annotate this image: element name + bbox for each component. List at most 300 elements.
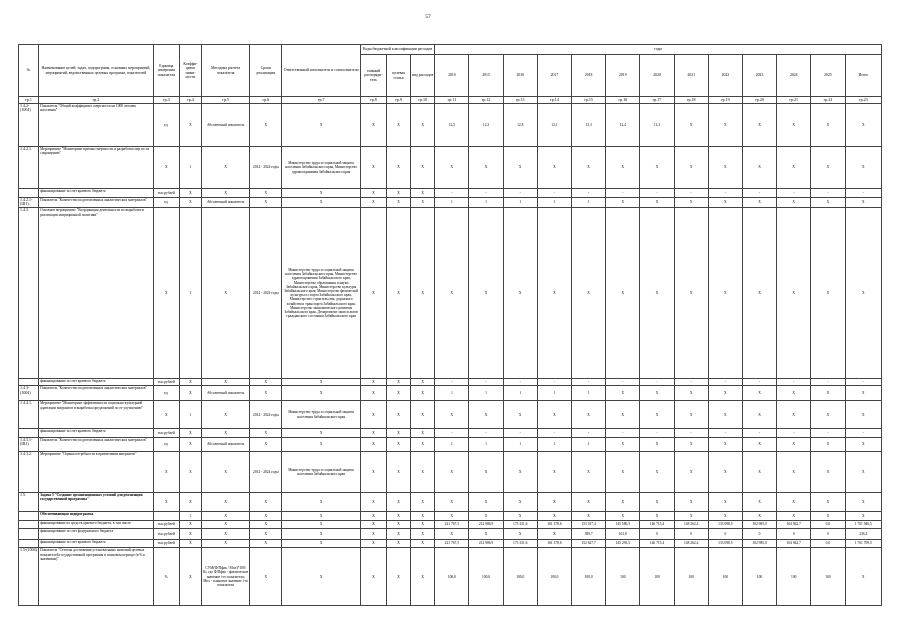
- column-number: гр.5: [201, 97, 249, 104]
- column-number: гр.6: [250, 97, 282, 104]
- table-cell: 173 331,6: [503, 539, 537, 548]
- table-cell: Х: [469, 146, 503, 189]
- header-razdel: главный распоряди-тель: [360, 55, 386, 97]
- row-name-cell: финансирование за счет краевого бюджета: [39, 539, 154, 548]
- table-cell: Х: [386, 208, 410, 379]
- table-cell: Х: [282, 378, 360, 385]
- table-cell: Х: [811, 512, 845, 521]
- table-cell: Х: [606, 386, 640, 401]
- header-period: Сроки реализации: [250, 45, 282, 97]
- row-number-cell: [19, 189, 39, 198]
- table-cell: 2014 - 2024 годы: [250, 146, 282, 189]
- table-cell: -: [435, 378, 469, 385]
- table-cell: 146 715,4: [640, 539, 674, 548]
- table-cell: 161 378,6: [537, 520, 571, 529]
- table-cell: Х: [845, 197, 881, 208]
- table-cell: Х: [201, 529, 249, 540]
- table-cell: Х: [411, 452, 435, 493]
- header-year: 2023: [742, 55, 776, 97]
- row-number-cell: 1.4.2.1-(Ш1): [19, 197, 39, 208]
- table-cell: Х: [845, 437, 881, 452]
- table-row: [19, 429, 882, 438]
- table-cell: Х: [250, 437, 282, 452]
- table-cell: Х: [360, 548, 386, 606]
- table-cell: 133 098,5: [708, 539, 742, 548]
- table-cell: тыс.рублей: [153, 378, 179, 385]
- table-cell: тыс.рублей: [153, 189, 179, 198]
- column-number: гр.10: [411, 97, 435, 104]
- table-cell: -: [640, 429, 674, 438]
- table-cell: Х: [503, 492, 537, 511]
- table-cell: 100: [640, 548, 674, 606]
- table-cell: Х: [777, 386, 811, 401]
- header-year: 2016: [503, 55, 537, 97]
- table-cell: 1: [179, 208, 201, 379]
- table-cell: Х: [411, 189, 435, 198]
- table-cell: Х: [201, 208, 249, 379]
- table-cell: Х: [386, 529, 410, 540]
- table-cell: Абсолютный показатель: [201, 197, 249, 208]
- table-cell: Х: [386, 189, 410, 198]
- table-cell: Х: [845, 208, 881, 379]
- table-cell: 100,0: [469, 548, 503, 606]
- table-cell: Х: [606, 437, 640, 452]
- table-cell: 221 767,5: [435, 520, 469, 529]
- table-cell: Х: [360, 452, 386, 493]
- row-number-cell: 1.4.2.1.: [19, 146, 39, 189]
- row-number-cell: 1.4.2-(1004): [19, 104, 39, 147]
- table-cell: Х: [201, 378, 249, 385]
- table-cell: Х: [282, 197, 360, 208]
- table-cell: -: [435, 189, 469, 198]
- table-cell: -: [777, 189, 811, 198]
- table-cell: Министерство труда и социальной защиты населения Забайкальского края: [282, 401, 360, 429]
- table-cell: Х: [708, 197, 742, 208]
- table-cell: Х: [386, 429, 410, 438]
- column-number: гр.15: [572, 97, 606, 104]
- table-cell: 212 986,9: [469, 520, 503, 529]
- table-cell: Х: [179, 529, 201, 540]
- header-year: 2022: [708, 55, 742, 97]
- table-cell: 148 262,4: [674, 539, 708, 548]
- table-cell: Х: [606, 401, 640, 429]
- table-cell: Х: [435, 452, 469, 493]
- table-cell: Х: [435, 492, 469, 511]
- table-cell: 100,0: [503, 548, 537, 606]
- column-number: гр.12: [469, 97, 503, 104]
- row-name-cell: Обеспечивающая подпрограмма: [39, 512, 154, 521]
- table-row: [19, 189, 882, 198]
- table-cell: Х: [572, 401, 606, 429]
- row-number-cell: 1.4.4.1.: [19, 401, 39, 429]
- table-cell: Х: [179, 189, 201, 198]
- table-cell: 0: [674, 529, 708, 540]
- table-cell: Х: [537, 146, 571, 189]
- table-cell: Х: [250, 429, 282, 438]
- table-cell: 100: [742, 548, 776, 606]
- table-cell: Х: [411, 492, 435, 511]
- table-cell: 104 942,7: [777, 539, 811, 548]
- table-cell: ед.: [153, 386, 179, 401]
- table-cell: 152 627,7: [572, 539, 606, 548]
- table-cell: Х: [179, 520, 201, 529]
- row-number-cell: [19, 520, 39, 529]
- table-cell: -: [777, 429, 811, 438]
- table-cell: Х: [282, 437, 360, 452]
- table-cell: Х: [469, 529, 503, 540]
- row-number-cell: 1.5.: [19, 492, 39, 511]
- header-year: 2010: [435, 55, 469, 97]
- table-cell: 12,1: [537, 104, 571, 147]
- table-cell: Х: [708, 386, 742, 401]
- table-cell: Х: [411, 378, 435, 385]
- table-cell: 1: [435, 197, 469, 208]
- table-cell: Х: [777, 492, 811, 511]
- table-cell: 145 580,5: [606, 520, 640, 529]
- table-cell: Х: [708, 208, 742, 379]
- table-cell: Х: [640, 492, 674, 511]
- table-cell: Х: [742, 492, 776, 511]
- table-cell: Х: [411, 146, 435, 189]
- header-method: Методика расчета показателя: [201, 45, 249, 97]
- table-cell: 1: [469, 437, 503, 452]
- table-cell: Х: [811, 386, 845, 401]
- table-cell: Х: [742, 452, 776, 493]
- table-cell: 12,4: [606, 104, 640, 147]
- table-cell: Х: [201, 539, 249, 548]
- table-cell: Х: [386, 492, 410, 511]
- table-cell: Х: [179, 104, 201, 147]
- table-cell: Х: [360, 104, 386, 147]
- table-row: [19, 386, 882, 401]
- table-cell: 0: [708, 529, 742, 540]
- table-cell: Х: [153, 452, 179, 493]
- table-cell: Х: [708, 437, 742, 452]
- table-cell: 0,0: [811, 520, 845, 529]
- table-cell: 102 985,0: [742, 520, 776, 529]
- row-number-cell: 1.4.3-(1004): [19, 386, 39, 401]
- row-name-cell: Основное мероприятие "Координация деятельности по выработке и реализации миграционной политики": [39, 208, 154, 379]
- table-cell: -: [708, 189, 742, 198]
- table-cell: Х: [250, 386, 282, 401]
- row-number-cell: [19, 378, 39, 385]
- column-number: гр.14: [537, 97, 571, 104]
- table-cell: Х: [845, 452, 881, 493]
- table-cell: -: [674, 429, 708, 438]
- table-cell: -: [674, 189, 708, 198]
- table-cell: 104 942,7: [777, 520, 811, 529]
- table-cell: Х: [708, 104, 742, 147]
- table-cell: 146 715,4: [640, 520, 674, 529]
- table-cell: 145 293,5: [606, 539, 640, 548]
- table-cell: Х: [811, 437, 845, 452]
- row-name-cell: Задача 5 "Создание организационных условий для реализации государственной программы": [39, 492, 154, 511]
- table-cell: Х: [674, 197, 708, 208]
- table-cell: Х: [153, 401, 179, 429]
- table-cell: Х: [537, 529, 571, 540]
- table-cell: Х: [386, 452, 410, 493]
- table-cell: -: [537, 189, 571, 198]
- row-name-cell: Показатель "Количество подготовленных аналитических материалов": [39, 386, 154, 401]
- table-cell: -: [845, 189, 881, 198]
- header-kind: вид расходов: [411, 55, 435, 97]
- table-cell: -: [606, 429, 640, 438]
- table-cell: Х: [179, 378, 201, 385]
- table-cell: -: [572, 429, 606, 438]
- header-coefficient: Коэффи-циент значи-мости: [179, 45, 201, 97]
- table-cell: Х: [537, 208, 571, 379]
- table-cell: Х: [360, 492, 386, 511]
- table-cell: Х: [674, 512, 708, 521]
- table-cell: -: [640, 378, 674, 385]
- table-cell: -: [811, 189, 845, 198]
- table-cell: 1: [179, 401, 201, 429]
- row-number-cell: 1.4.3.1-(Ш1): [19, 437, 39, 452]
- table-cell: -: [845, 378, 881, 385]
- table-cell: 0: [777, 529, 811, 540]
- table-cell: 100: [811, 548, 845, 606]
- table-cell: Х: [640, 512, 674, 521]
- row-name-cell: Показатель "Общий коэффициент смертности на 1000 человек населения": [39, 104, 154, 147]
- table-cell: -: [606, 378, 640, 385]
- table-cell: Х: [250, 539, 282, 548]
- table-cell: Х: [179, 548, 201, 606]
- table-cell: Х: [282, 520, 360, 529]
- table-cell: Х: [708, 146, 742, 189]
- row-number-cell: [19, 429, 39, 438]
- column-number: гр.21: [777, 97, 811, 104]
- column-number: гр.9: [386, 97, 410, 104]
- table-cell: Х: [250, 520, 282, 529]
- table-cell: Х: [411, 512, 435, 521]
- table-cell: Х: [282, 104, 360, 147]
- table-cell: 1: [572, 386, 606, 401]
- table-cell: Х: [250, 189, 282, 198]
- table-cell: Х: [640, 401, 674, 429]
- table-cell: Х: [179, 492, 201, 511]
- table-cell: Х: [503, 401, 537, 429]
- table-cell: Х: [411, 429, 435, 438]
- table-cell: Х: [153, 208, 179, 379]
- header-name: Наименование целей, задач, подпрограмм, основных мероприятий, мероприятий, ведомственных целевых программ, показателей: [39, 45, 154, 97]
- table-cell: Х: [282, 548, 360, 606]
- page-number: 57: [425, 14, 431, 20]
- table-cell: Х: [411, 437, 435, 452]
- table-cell: Абсолютный показатель: [201, 386, 249, 401]
- table-cell: Х: [250, 492, 282, 511]
- row-number-cell: [19, 529, 39, 540]
- table-row: [19, 104, 882, 147]
- table-cell: Х: [606, 208, 640, 379]
- table-row: [19, 378, 882, 385]
- table-cell: Х: [674, 492, 708, 511]
- table-cell: 161,8: [606, 529, 640, 540]
- table-cell: Х: [811, 208, 845, 379]
- table-cell: Х: [179, 386, 201, 401]
- column-number: гр.23: [845, 97, 881, 104]
- table-cell: 133 098,5: [708, 520, 742, 529]
- table-cell: Х: [411, 197, 435, 208]
- table-cell: Х: [386, 512, 410, 521]
- table-cell: Х: [640, 197, 674, 208]
- table-cell: Х: [469, 208, 503, 379]
- table-cell: Х: [503, 208, 537, 379]
- table-cell: Х: [179, 539, 201, 548]
- table-cell: -: [640, 189, 674, 198]
- table-row: [19, 520, 882, 529]
- row-name-cell: финансирование за счет краевого бюджета: [39, 378, 154, 385]
- table-cell: Х: [360, 386, 386, 401]
- table-cell: Х: [435, 146, 469, 189]
- table-cell: Х: [845, 548, 881, 606]
- header-year: 2019: [606, 55, 640, 97]
- table-cell: 1: [435, 386, 469, 401]
- table-cell: Х: [469, 401, 503, 429]
- table-cell: Х: [606, 146, 640, 189]
- table-cell: -: [777, 378, 811, 385]
- table-cell: Х: [845, 512, 881, 521]
- table-cell: Х: [606, 197, 640, 208]
- column-number: гр.11: [435, 97, 469, 104]
- table-cell: Х: [360, 146, 386, 189]
- table-cell: Х: [811, 452, 845, 493]
- table-cell: Х: [742, 512, 776, 521]
- table-cell: Х: [708, 492, 742, 511]
- table-cell: 1: [469, 386, 503, 401]
- header-responsible: Ответственный исполнитель и соисполнители: [282, 45, 360, 97]
- header-year: 2018: [572, 55, 606, 97]
- table-cell: Х: [360, 529, 386, 540]
- table-cell: -: [742, 378, 776, 385]
- table-cell: Х: [411, 208, 435, 379]
- table-cell: 1: [503, 197, 537, 208]
- table-cell: 1 701 946,5: [845, 520, 881, 529]
- table-cell: Х: [811, 197, 845, 208]
- table-cell: Х: [360, 512, 386, 521]
- table-cell: Х: [777, 401, 811, 429]
- table-cell: Х: [282, 386, 360, 401]
- table-cell: Х: [179, 197, 201, 208]
- table-cell: 100: [777, 548, 811, 606]
- table-cell: 221 767,5: [435, 539, 469, 548]
- header-no: №: [19, 45, 39, 97]
- table-cell: 100,0: [537, 548, 571, 606]
- table-cell: 1: [537, 197, 571, 208]
- header-year: 2024: [777, 55, 811, 97]
- table-cell: Х: [503, 452, 537, 493]
- row-name-cell: Показатель "Степень достижения установленных значений целевых показателей государственной программы в плановом периоде (в % к значениям)": [39, 548, 154, 606]
- table-cell: Х: [674, 452, 708, 493]
- table-cell: [153, 512, 179, 521]
- table-cell: Х: [811, 401, 845, 429]
- table-cell: -: [845, 429, 881, 438]
- row-name-cell: Мероприятие "Оценка потребности в привлечении мигрантов": [39, 452, 154, 493]
- table-cell: Х: [777, 512, 811, 521]
- table-cell: Х: [640, 208, 674, 379]
- table-cell: Х: [811, 492, 845, 511]
- table-cell: 11,3: [640, 104, 674, 147]
- table-cell: Х: [777, 452, 811, 493]
- table-cell: Х: [777, 208, 811, 379]
- table-cell: тыс.рублей: [153, 520, 179, 529]
- column-number: гр.19: [708, 97, 742, 104]
- table-cell: 100,0: [572, 548, 606, 606]
- row-name-cell: финансирование за счет краевого бюджета: [39, 429, 154, 438]
- table-cell: Х: [503, 512, 537, 521]
- table-cell: Х: [360, 429, 386, 438]
- table-cell: Х: [435, 401, 469, 429]
- table-cell: 212 986,9: [469, 539, 503, 548]
- table-cell: Х: [742, 197, 776, 208]
- table-cell: Х: [282, 429, 360, 438]
- table-cell: Х: [640, 437, 674, 452]
- table-cell: -: [674, 378, 708, 385]
- table-cell: Х: [201, 520, 249, 529]
- table-cell: -: [435, 429, 469, 438]
- table-cell: Х: [572, 208, 606, 379]
- table-cell: Х: [572, 492, 606, 511]
- row-number-cell: 1.4.3.2.: [19, 452, 39, 493]
- table-cell: Х: [606, 452, 640, 493]
- table-cell: 0,0: [811, 539, 845, 548]
- table-cell: -: [742, 429, 776, 438]
- table-cell: Х: [360, 189, 386, 198]
- table-cell: 100: [606, 548, 640, 606]
- header-budget-codes: Коды бюджетной классификации расходов: [360, 45, 434, 55]
- table-cell: Абсолютный показатель: [201, 437, 249, 452]
- table-cell: Х: [386, 104, 410, 147]
- table-row: [19, 539, 882, 548]
- table-cell: 389,7: [572, 529, 606, 540]
- table-cell: Х: [153, 146, 179, 189]
- table-cell: Х: [435, 529, 469, 540]
- table-cell: -: [606, 189, 640, 198]
- table-cell: Х: [845, 492, 881, 511]
- table-cell: Х: [201, 401, 249, 429]
- table-cell: Х: [640, 452, 674, 493]
- table-cell: Х: [386, 539, 410, 548]
- header-article: целевая статья: [386, 55, 410, 97]
- table-cell: Х: [742, 386, 776, 401]
- table-cell: -: [811, 429, 845, 438]
- table-cell: Х: [537, 492, 571, 511]
- table-cell: ед.: [153, 104, 179, 147]
- table-cell: Х: [435, 208, 469, 379]
- table-cell: 1: [503, 386, 537, 401]
- row-name-cell: Показатель "Количество подготовленных аналитических материалов": [39, 197, 154, 208]
- table-row: [19, 529, 882, 540]
- table-cell: 12,3: [469, 104, 503, 147]
- table-cell: -: [572, 378, 606, 385]
- header-year: 2015: [469, 55, 503, 97]
- table-cell: Х: [411, 520, 435, 529]
- table-cell: Х: [282, 539, 360, 548]
- table-cell: 1: [537, 437, 571, 452]
- table-cell: тыс.рублей: [153, 539, 179, 548]
- row-number-cell: [19, 512, 39, 521]
- table-cell: -: [811, 378, 845, 385]
- table-cell: Х: [469, 452, 503, 493]
- table-cell: Х: [674, 437, 708, 452]
- table-cell: 2014 - 2024 годы: [250, 452, 282, 493]
- row-name-cell: финансирование из средств краевого бюджета, в том числе:: [39, 520, 154, 529]
- table-cell: -: [469, 378, 503, 385]
- table-cell: Х: [179, 437, 201, 452]
- table-cell: Х: [411, 539, 435, 548]
- table-cell: Х: [845, 146, 881, 189]
- header-years-group: годы: [435, 45, 882, 55]
- table-cell: 100,0: [435, 548, 469, 606]
